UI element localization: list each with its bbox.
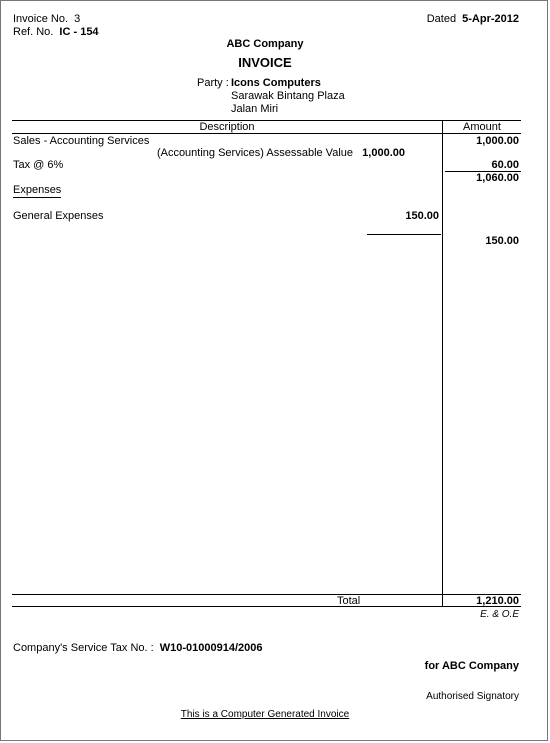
- company-name: ABC Company: [226, 38, 304, 50]
- reference-number: [13, 26, 99, 38]
- document-title: INVOICE: [238, 55, 292, 70]
- table-header-rule: [12, 133, 521, 134]
- for-company: for ABC Company: [424, 660, 519, 672]
- tax-description: Tax @ 6%: [13, 159, 64, 171]
- general-expenses-amount: 150.00: [485, 235, 519, 247]
- reference-number-label: Ref. No.: [13, 26, 54, 38]
- expenses-heading: Expenses: [13, 184, 62, 196]
- service-tax: [13, 642, 263, 654]
- reference-number-value: IC - 154: [59, 26, 99, 38]
- column-header-amount: Amount: [463, 121, 501, 133]
- subtotal-amount: 1,060.00: [476, 172, 519, 184]
- sales-description: Sales - Accounting Services: [13, 135, 150, 147]
- invoice-number-value: 3: [74, 13, 81, 25]
- sales-amount: 1,000.00: [476, 135, 519, 147]
- total-top-rule: [12, 594, 521, 595]
- assessable-value-amount: 1,000.00: [362, 147, 405, 159]
- tax-amount: 60.00: [491, 159, 519, 171]
- total-label: Total: [337, 595, 361, 607]
- service-tax-label: Company's Service Tax No. :: [13, 642, 154, 654]
- general-expenses-inner-rule: [367, 234, 441, 235]
- party-label: Party :: [197, 77, 229, 89]
- column-header-description: Description: [199, 121, 255, 133]
- invoice-number: [13, 13, 80, 25]
- invoice-date-value: 5-Apr-2012: [462, 13, 519, 25]
- amount-column-divider: [442, 120, 443, 606]
- total-amount: 1,210.00: [476, 595, 519, 607]
- party-address-line2: Jalan Miri: [231, 103, 279, 115]
- service-tax-number: W10-01000914/2006: [159, 642, 263, 654]
- invoice-date-label: Dated: [426, 13, 457, 25]
- invoice-date: [427, 13, 519, 25]
- authorised-signatory: Authorised Signatory: [426, 691, 519, 702]
- general-expenses-inner-amount: 150.00: [405, 210, 439, 222]
- general-expenses-description: General Expenses: [13, 210, 104, 222]
- assessable-value-label: (Accounting Services) Assessable Value: [156, 147, 353, 159]
- invoice-number-label: Invoice No.: [13, 13, 69, 25]
- total-bottom-rule: [12, 606, 521, 607]
- party-address-line1: Sarawak Bintang Plaza: [231, 90, 345, 102]
- computer-generated-note: This is a Computer Generated Invoice: [180, 709, 350, 720]
- errors-omissions-note: E. & O.E: [480, 609, 519, 620]
- party-name: Icons Computers: [231, 77, 321, 89]
- expenses-heading-underline: [13, 197, 61, 198]
